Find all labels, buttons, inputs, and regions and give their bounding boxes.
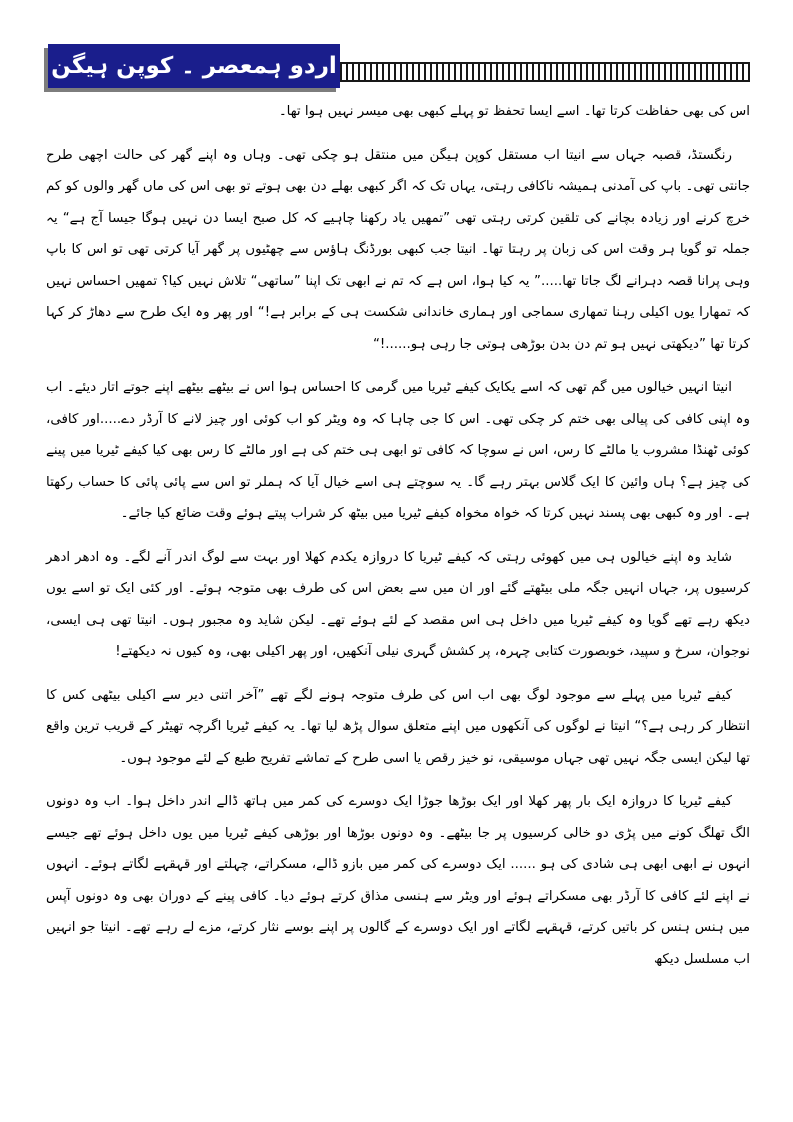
paragraph: کیفے ٹیریا میں پہلے سے موجود لوگ بھی اب اس کی طرف متوجہ ہونے لگے تھے ”آخر اتنی دیر سے اکیلی بیٹھی کس کا انتظار کر رہی ہے؟“ انیتا نے لوگوں کی آنکھوں میں اپنے متعلق سوال پڑھ لیا تھا۔ یہ کیفے ٹیریا اگرچہ تھیٹر کے قریب ترین واقع تھا لیکن ایسی جگہ نہیں تھی جہاں موسیقی، نو خیز رقص یا اسی طرح کے تماشے تفریح طبع کے لئے موجود ہوں۔ — [46, 687, 750, 766]
header-title: اردو ہمعصر ۔ کوپن ہیگن — [51, 53, 337, 79]
paragraph: انیتا انہیں خیالوں میں گم تھی کہ اسے یکایک کیفے ٹیریا میں گرمی کا احساس ہوا اس نے بیٹھے بیٹھے اپنے جوتے اتار دیئے۔ اب وہ اپنی کافی کی پیالی بھی ختم کر چکی تھی۔ اس کا جی چاہا کہ وہ ویٹر کو اب کوئی اور چیز لانے کا آرڈر دے.....اور کافی، کوئی ٹھنڈا مشروب یا مالٹے کا رس، اس نے سوچا کہ کافی تو ابھی ہی ختم کی ہے اور مالٹے کا رس بھی کیا کیفے ٹیریا میں پینے کی چیز ہے؟ ہاں وائین کا ایک گلاس بہتر رہے گا۔ یہ سوچتے ہی اسے خیال آیا کہ ہملر تو اس سے پائی پائی کا حساب رکھتا ہے۔ اور وہ کبھی بھی پسند نہیں کرتا کہ خواہ مخواہ کیفے ٹیریا میں بیٹھ کر شراب پیتے ہوئے وقت ضائع کیا جائے۔ — [46, 380, 750, 521]
article-body — [46, 96, 750, 987]
header-title-box — [48, 44, 340, 88]
paragraph: شاید وہ اپنے خیالوں ہی میں کھوئی رہتی کہ کیفے ٹیریا کا دروازہ یکدم کھلا اور بہت سے لوگ اندر آنے لگے۔ وہ ادھر ادھر کرسیوں پر، جہاں انہیں جگہ ملی بیٹھتے گئے اور ان میں سے بعض اس کی طرف بھی متوجہ ہوئے۔ اور کئی ایک تو اسے یوں دیکھ رہے تھے گویا وہ کیفے ٹیریا میں داخل ہی اس مقصد کے لئے ہوئے تھے۔ لیکن شاید وہ مجبور ہوں۔ انیتا تھی ہی ایسی، نوجوان، سرخ و سپید، خوبصورت کتابی چہرہ، پر کشش گہری نیلی آنکھیں، اور پھر اکیلی بھی، وہ کیوں نہ دیکھتے! — [46, 549, 750, 659]
header-decorative-rule — [340, 62, 750, 82]
paragraph: رنگستڈ، قصبہ جہاں سے انیتا اب مستقل کوپن ہیگن میں منتقل ہو چکی تھی۔ وہاں وہ اپنے گھر کی حالت اچھی طرح جانتی تھی۔ باپ کی آمدنی ہمیشہ ناکافی رہتی، یہاں تک کہ اگر کبھی بھلے دن بھی ہوتے تو بھی اس کی ماں گھر والوں کو کم خرچ کرنے اور زیادہ بچانے کی تلقین کرتی رہتی تھی ”تمھیں یاد رکھنا چاہیے کہ کل صبح ایسا دن نہیں ہوگا جیسا آج ہے“ یہ جملہ تو گویا ہر وقت اس کی زبان پر رہتا تھا۔ انیتا جب کبھی بورڈنگ ہاؤس سے چھٹیوں پر گھر آیا کرتی تھی تو اس کا باپ وہی پرانا قصہ دہرانے لگ جاتا تھا.....” یہ کیا ہوا، اس ہے کہ تم نے ابھی تک اپنا ”ساتھی“ تلاش نہیں کیا؟ تمھیں احساس نہیں کہ تمھارا یوں اکیلی رہنا تمھاری سماجی اور ہماری خاندانی شکست ہی کے برابر ہے!“ اور پھر وہ ایک طرح سے دھاڑ کر کہا کرتا تھا ”دیکھتی نہیں ہو تم دن بدن بوڑھی ہوتی جا رہی ہو......!“ — [46, 147, 750, 352]
paragraph: کیفے ٹیریا کا دروازہ ایک بار پھر کھلا اور ایک بوڑھا جوڑا ایک دوسرے کی کمر میں ہاتھ ڈالے اندر داخل ہوا۔ اب وہ دونوں الگ تھلگ کونے میں پڑی دو خالی کرسیوں پر جا بیٹھے۔ وہ دونوں بوڑھا اور بوڑھی کیفے ٹیریا میں یوں داخل ہوئے تھے جیسے انہوں نے ابھی ابھی ہی شادی کی ہو ...... ایک دوسرے کی کمر میں بازو ڈالے، مسکراتے، چہلتے اور قہقہے لگاتے ہوئے۔ انہوں نے اپنے لئے کافی کا آرڈر بھی مسکراتے ہوئے اور ویٹر سے ہنسی مذاق کرتے ہوئے دیا۔ کافی پینے کے دوران بھی وہ دونوں آپس میں ہنس ہنس کر باتیں کرتے، قہقہے لگاتے اور ایک دوسرے کے گالوں پر اپنے بوسے نثار کرتے، مزے لے رہے تھے۔ انیتا جو انہیں اب مسلسل دیکھ — [46, 794, 750, 967]
page-header — [40, 44, 750, 88]
paragraph: اس کی بھی حفاظت کرتا تھا۔ اسے ایسا تحفظ تو پہلے کبھی بھی میسر نہیں ہوا تھا۔ — [278, 104, 750, 119]
